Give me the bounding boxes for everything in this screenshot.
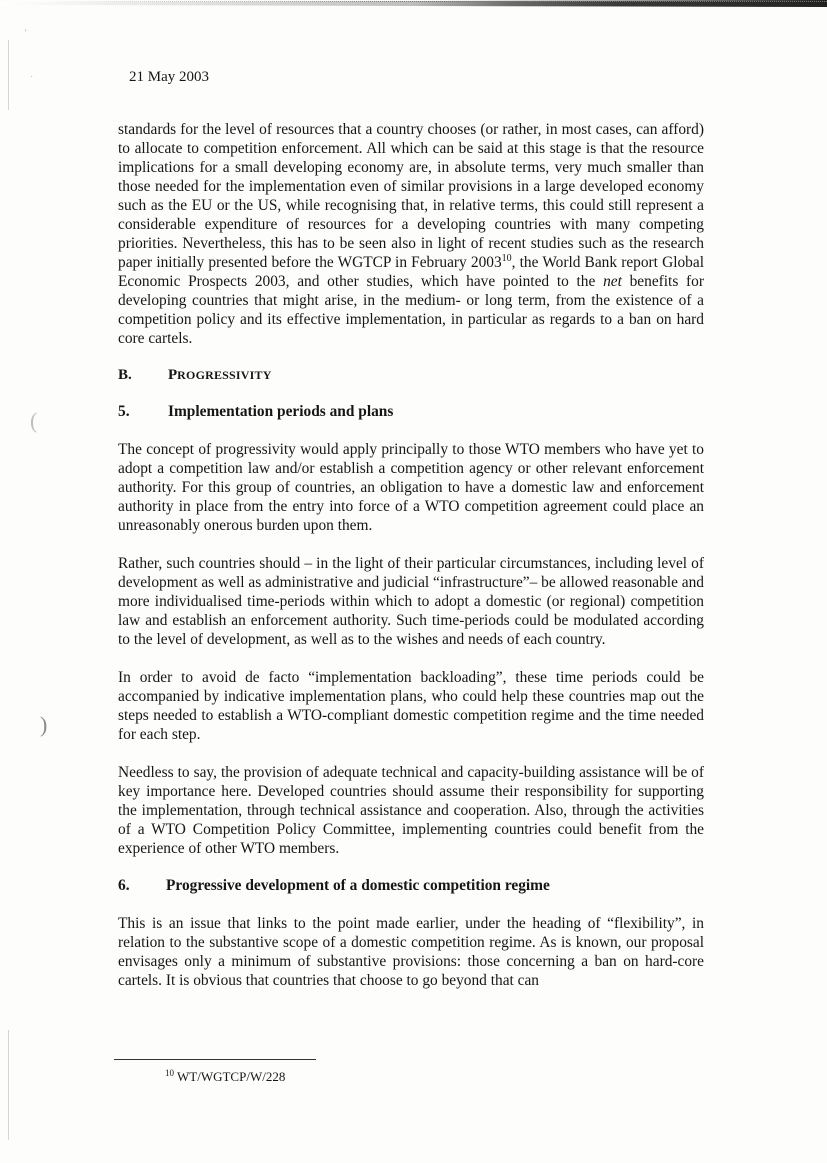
section-6-title: Progressive development of a domestic competition regime <box>166 877 550 894</box>
document-body <box>118 120 704 990</box>
section-5-heading <box>118 402 704 421</box>
scan-margin-line-bottom <box>8 1030 9 1140</box>
section-5-title: Implementation periods and plans <box>168 403 394 420</box>
paragraph-technical-assistance: Needless to say, the provision of adequate technical and capacity-building assistance will be of key importance here. Developed countries should assume their responsibility for supporting the implementation, through technical assistance and cooperation. Also, through the activities of a WTO Competition Policy Committee, implementing countries could benefit from the experience of other WTO members. <box>118 764 704 857</box>
hole-punch-mark-lower: ) <box>40 712 48 737</box>
section-b-number: B. <box>118 367 132 383</box>
hole-punch-mark-upper: ( <box>30 408 38 433</box>
paragraph-resources: standards for the level of resources that a country chooses (or rather, in most cases, can afford) to allocate to competition enforcement. All which can be said at this stage is that the resource implications for a small developing economy are, in absolute terms, very much smaller than those needed for the implementation even of similar provisions in a large developed economy such as the EU or the US, while recognising that, in relative terms, this could still represent a considerable expenditure of resources for a developing countries with many competing priorities. Nevertheless, this has to be seen also in light of recent studies such as the research paper initially presented before the WGTCP in February 2003$^{10}$, the World Bank report Global Economic Prospects 2003, and other studies, which have pointed to the net benefits for developing countries that might arise, in the medium- or long term, from the existence of a competition policy and its effective implementation, in particular as regards to a ban on hard core cartels. <box>118 121 704 347</box>
footnote-text: WT/WGTCP/W/228 <box>174 1069 286 1084</box>
paragraph-progressive-development: This is an issue that links to the point made earlier, under the heading of “flexibility”, in relation to the substantive scope of a domestic competition regime. As is known, our proposal envisages only a minimum of substantive provisions: those concerning a ban on hard-core cartels. It is obvious that countries that choose to go beyond that can <box>118 915 704 989</box>
scan-margin-line <box>8 40 9 110</box>
section-5-number: 5. <box>118 403 130 420</box>
document-date: 21 May 2003 <box>129 69 209 85</box>
section-6-number: 6. <box>118 877 130 894</box>
paragraph-progressivity-concept: The concept of progressivity would apply principally to those WTO members who have yet to adopt a competition law and/or establish a competition agency or other relevant enforcement authority. For this group of countries, an obligation to have a domestic law and enforcement authority in place from the entry into force of a WTO competition agreement could place an unreasonably onerous burden upon them. <box>118 441 704 534</box>
paragraph-implementation-plans: In order to avoid de facto “implementation backloading”, these time periods could be accompanied by indicative implementation plans, who could help these countries map out the steps needed to establish a WTO-compliant domestic competition regime and the time needed for each step. <box>118 669 704 743</box>
section-b-title: PROGRESSIVITY <box>168 367 272 383</box>
section-b-heading <box>118 366 704 385</box>
section-6-heading <box>118 876 704 895</box>
footnote <box>165 1069 285 1085</box>
footnote-reference: 10 <box>501 253 512 264</box>
paragraph-time-periods: Rather, such countries should – in the light of their particular circumstances, including level of development as well as administrative and judicial “infrastructure”– be allowed reasonable and more individualised time-periods within which to adopt a domestic (or regional) competition law and establish an enforcement authority. Such time-periods could be modulated according to the level of development, as well as to the wishes and needs of each country. <box>118 555 704 648</box>
footnote-separator <box>114 1059 316 1060</box>
footnote-marker: 10 <box>165 1068 174 1078</box>
scan-artifact-mark: ʻ <box>24 28 28 39</box>
scan-top-edge <box>0 0 827 7</box>
emphasis-net: net <box>603 273 622 290</box>
scan-artifact-dot: · <box>30 72 34 83</box>
